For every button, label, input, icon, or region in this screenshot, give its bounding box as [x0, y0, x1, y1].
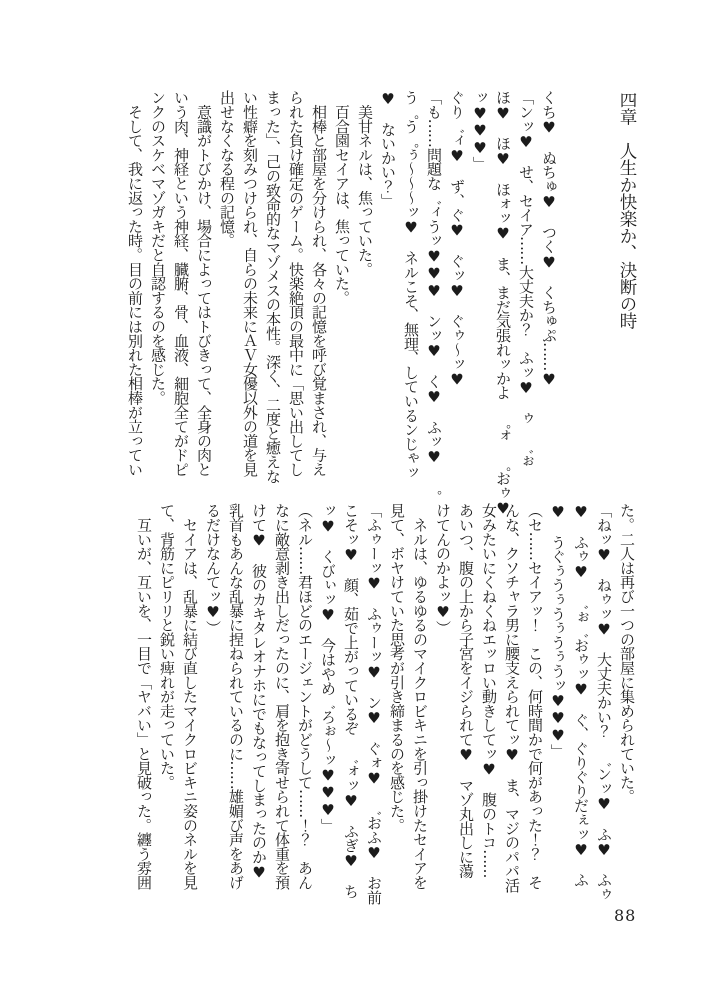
- text-column: るだけなんてッ♥）: [204, 503, 222, 635]
- text-column: 意識がトびかけ、場合によってはトびきって、全身の肉と: [195, 90, 213, 477]
- text-column: ンクのスケベマゾガキだと自認するのを感じた。: [149, 90, 167, 405]
- text-column: んな、クソチャラ男に腰支えられてッ♥ ま、マジのパパ活: [503, 503, 521, 893]
- text-column: 「も……問題な゛ィうッ♥♥♥ ンッ♥ く♥ ふッ♥ ゜: [425, 90, 443, 495]
- text-column: あいつ、腹の上から子宮をイジられて♥ マゾ丸出しに蕩: [457, 503, 475, 878]
- text-column: くち♥ ぬちゅ♥ つく♥ くちゅぷ……♥: [540, 90, 558, 389]
- text-column: 「ねッ♥ ねゥッ♥ 大丈夫かい？ ゛ンッ♥ ふ♥ ふゥ: [595, 503, 613, 902]
- text-column: （ネル……君ほどのエージェントがどうして……！？ あん: [296, 503, 314, 890]
- page-number: 88: [614, 906, 637, 925]
- text-column: て、背筋にピリリと鋭い痺れが走っていた。: [158, 503, 176, 790]
- text-column: ぐり゛ィ♥ ず、ぐ♥ ぐッ♥ ぐゥ〜ッ♥: [448, 90, 466, 389]
- text-column: ほ♥ ほ♥ ほォッ♥ ま、まだ気張れッかよ ゜ォ ゜おゥ♥: [494, 90, 512, 517]
- text-column: いう肉、神経という神経、臓腑、骨、血液、細胞全てがドピ: [172, 90, 190, 477]
- text-column: う゜う゜ぅ〜〜〜ッ♥ ネルこそ、無理、しているンじゃッ: [402, 90, 420, 480]
- text-column: ッ♥♥♥」: [471, 90, 489, 171]
- text-block-bottom: [130, 503, 638, 908]
- text-column: こそッ♥ 顔、茹で上がっているぞ ゛ォッ♥ ふぎ♥ ち: [342, 503, 360, 899]
- text-column: けてんのかよッ♥）: [434, 503, 452, 635]
- text-column: そして、我に返った時。目の前には別れた相棒が立ってい: [126, 90, 144, 477]
- text-column: なに敵意剥き出しだったのに、肩を抱き寄せられて体重を預: [273, 503, 291, 890]
- text-column: ♥ うぐぅうぅうぅうぅうッ♥♥♥」: [549, 503, 567, 759]
- text-column: けて♥ 彼のカキタレオナホにでもなってしまったのか♥: [250, 503, 268, 881]
- text-column: た。二人は再び一つの部屋に集められていた。: [618, 503, 636, 804]
- text-column: 女みたいにくねくねエッロい動きしてッ♥ 腹のトコ……: [480, 503, 498, 878]
- text-column: 「ンッ♥ せ、セイア……大丈夫か？ ふッ♥ ゥ ゛ぉ: [517, 90, 535, 468]
- text-column: ッ♥ くびぃッ♥ 今はやめ゛ろぉ〜ッ♥♥♥」: [319, 503, 337, 833]
- text-column: い性癖を刻みつけられ、自らの未来にＡＶ女優以外の道を見: [241, 90, 259, 477]
- text-column: 出せなくなる程の記憶。: [218, 90, 236, 248]
- text-column: 美甘ネルは、焦っていた。: [356, 90, 374, 276]
- text-column: ♥ ふゥ♥ ゛ぉ゛おゥッ♥ ぐ、ぐりぐりだぇッ♥ ふ: [572, 503, 590, 887]
- chapter-heading: 四章 人生か快楽か、決断の時: [617, 91, 637, 329]
- text-column: ネルは、ゆるゆるのマイクロビキニを引っ掛けたセイアを: [411, 503, 429, 890]
- text-column: ♥ ないかい？」: [379, 90, 397, 208]
- text-column: セイアは、乱暴に結び直したマイクロビキニ姿のネルを見: [181, 503, 199, 890]
- text-column: 互いが、互いを、一目で「ヤバい」と見破った。纏う雰囲: [135, 503, 153, 890]
- text-column: 見て、ボヤけていた思考が引き締まるのを感じた。: [388, 503, 406, 832]
- text-column: 相棒と部屋を分けられ、各々の記憶を呼び覚まされ、与え: [310, 90, 328, 477]
- text-column: られた負け確定のゲーム。快楽絶頂の最中に「思い出してし: [287, 90, 305, 477]
- text-column: 乳首もあんな乱暴に捏ねられているのに……雄媚び声をあげ: [227, 503, 245, 890]
- text-column: 「ふゥーッ♥ ふゥーッ♥ ン♥ ぐォ♥ ゛おふ♥ お前: [365, 503, 383, 905]
- text-column: （セ……セイアッ！ この、何時間かで何があった！？ そ: [526, 503, 544, 890]
- text-column: まった」、己の致命的なマゾメスの本性。深く、二度と癒えな: [264, 90, 282, 483]
- text-column: 百合園セイアは、焦っていた。: [333, 90, 351, 305]
- text-block-top: [120, 90, 560, 517]
